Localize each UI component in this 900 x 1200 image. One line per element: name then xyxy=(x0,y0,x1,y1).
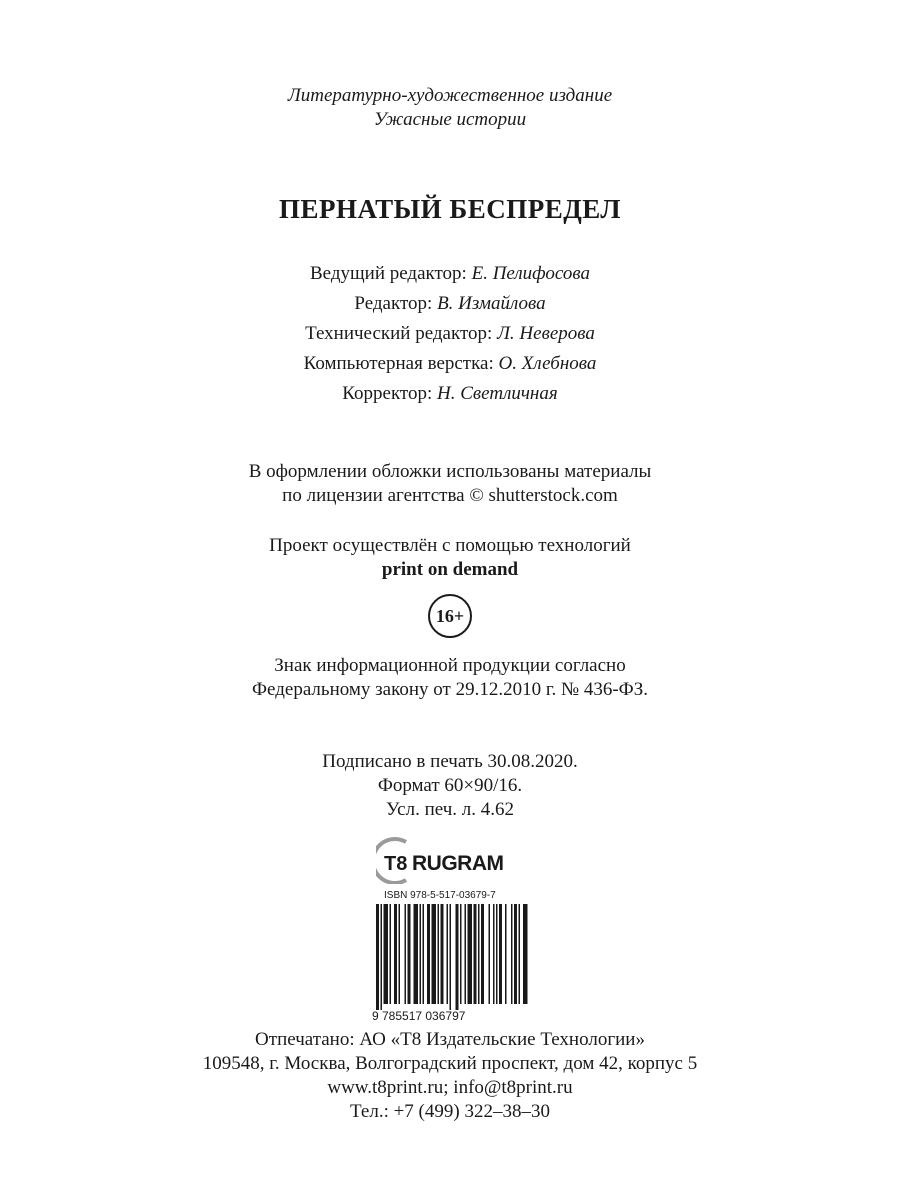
barcode-bar xyxy=(438,904,440,1004)
barcode-bar xyxy=(420,904,422,1004)
cover-note-line-2: по лицензии агентства © shutterstock.com xyxy=(282,485,618,506)
age-rating-badge: 16+ xyxy=(428,594,472,638)
barcode-bar xyxy=(376,904,379,1010)
age-note-line-2: Федеральному закону от 29.12.2010 г. № 436-ФЗ. xyxy=(252,679,648,700)
credit-role: Компьютерная верстка: xyxy=(303,353,499,374)
printer-web: www.t8print.ru; info@t8print.ru xyxy=(327,1077,573,1098)
credit-lead-editor xyxy=(0,262,900,286)
book-title: ПЕРНАТЫЙ БЕСПРЕДЕЛ xyxy=(278,194,622,224)
credit-name: Е. Пелифосова xyxy=(471,263,590,284)
sheets-line: Усл. печ. л. 4.62 xyxy=(386,799,514,820)
isbn-label: ISBN 978-5-517-03679-7 xyxy=(384,890,496,901)
barcode-bar xyxy=(519,904,521,1004)
signed-to-print: Подписано в печать 30.08.2020. xyxy=(322,751,578,772)
credit-role: Технический редактор: xyxy=(305,323,498,344)
series-line: Ужасные истории xyxy=(373,109,527,130)
t8-rugram-logo-icon xyxy=(376,836,536,884)
barcode-bar xyxy=(468,904,473,1004)
barcode-bar xyxy=(496,904,498,1004)
credit-name: Н. Светличная xyxy=(437,383,558,404)
barcode-bar xyxy=(432,904,437,1004)
printer-address: 109548, г. Москва, Волгоградский проспект, дом 42, корпус 5 xyxy=(202,1053,698,1074)
age-note-line-1: Знак информационной продукции согласно xyxy=(274,655,626,676)
barcode-bar xyxy=(427,904,430,1004)
barcode-bar xyxy=(399,904,401,1004)
barcode-bar xyxy=(423,904,425,1004)
barcode-bar xyxy=(441,904,444,1004)
barcode-bar xyxy=(514,904,517,1004)
barcode-bar xyxy=(381,904,383,1010)
credit-name: О. Хлебнова xyxy=(498,353,597,374)
barcode-bar xyxy=(505,904,507,1004)
barcode-bar xyxy=(465,904,467,1004)
barcode-bars xyxy=(376,904,528,1010)
printer-line-1: Отпечатано: АО «Т8 Издательские Технологии» xyxy=(255,1029,645,1050)
barcode-bar xyxy=(450,904,452,1010)
barcode-bar xyxy=(474,904,477,1004)
barcode-bar xyxy=(511,904,513,1004)
logo-t8: T8 xyxy=(384,853,408,875)
credit-name: Л. Неверова xyxy=(497,323,595,344)
barcode-bar xyxy=(478,904,480,1004)
barcode-bar xyxy=(384,904,389,1004)
barcode-bar xyxy=(408,904,411,1004)
credit-editor xyxy=(0,292,900,316)
barcode-bar xyxy=(390,904,392,1004)
barcode-bar xyxy=(405,904,407,1004)
barcode-bar xyxy=(414,904,419,1004)
barcode-bar xyxy=(456,904,459,1010)
cover-note-line-1: В оформлении обложки использованы материалы xyxy=(248,461,652,482)
barcode-bar xyxy=(523,904,528,1004)
project-note-line-1: Проект осуществлён с помощью технологий xyxy=(269,535,631,556)
format-line: Формат 60×90/16. xyxy=(377,775,523,796)
barcode-bar xyxy=(489,904,491,1004)
barcode-bar xyxy=(481,904,484,1004)
credit-role: Ведущий редактор: xyxy=(310,263,472,284)
isbn-barcode xyxy=(370,884,530,1024)
genre-line: Литературно-художественное издание xyxy=(287,85,613,106)
barcode-bar xyxy=(499,904,502,1004)
credit-name: В. Измайлова xyxy=(437,293,546,314)
print-on-demand: print on demand xyxy=(381,559,519,580)
barcode-bar xyxy=(447,904,449,1004)
printer-phone: Тел.: +7 (499) 322–38–30 xyxy=(350,1101,550,1122)
credit-role: Редактор: xyxy=(354,293,438,314)
barcode-bar xyxy=(460,904,462,1004)
credit-tech-editor xyxy=(0,322,900,346)
credit-proofreader xyxy=(0,382,900,406)
credit-layout xyxy=(0,352,900,376)
credit-role: Корректор: xyxy=(342,383,438,404)
barcode-bar xyxy=(394,904,397,1004)
barcode-bar xyxy=(493,904,495,1004)
barcode-digits: 9 785517 036797 xyxy=(372,1009,466,1023)
logo-rugram: RUGRAM xyxy=(412,852,504,875)
